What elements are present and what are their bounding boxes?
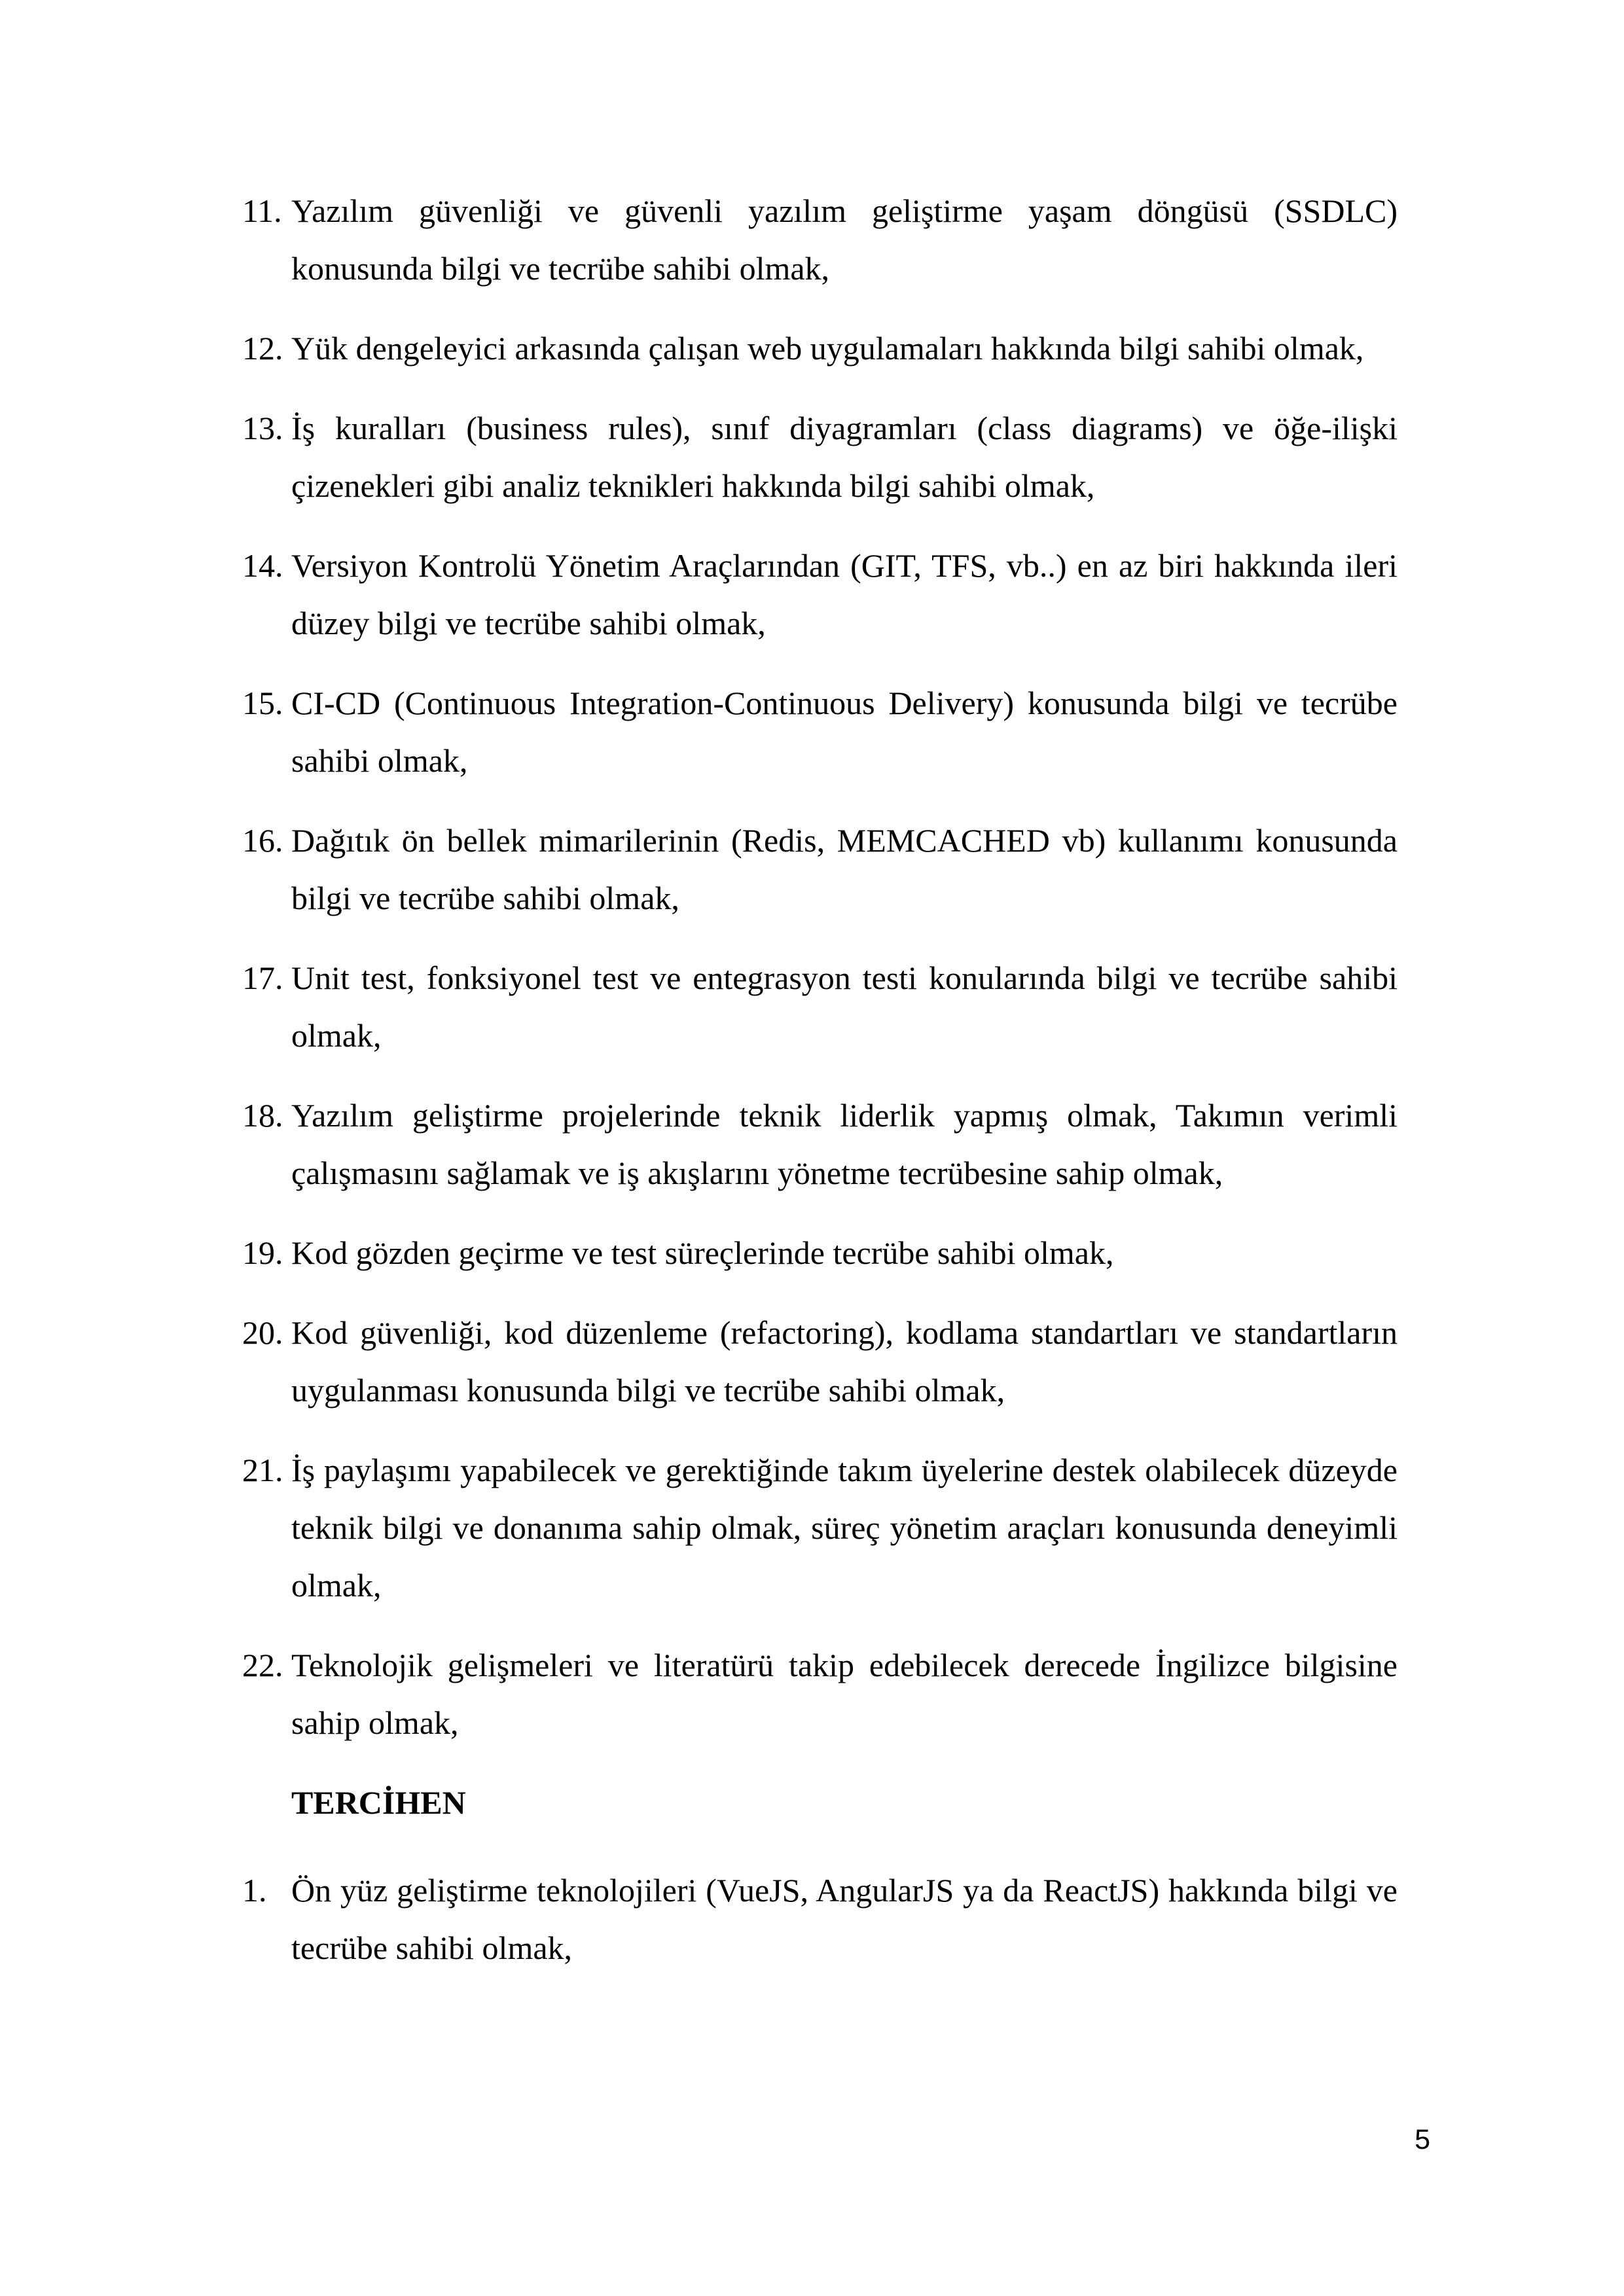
list-item [242,537,1398,652]
page-number: 5 [1415,2124,1430,2155]
list-item-number: 12. [242,330,283,367]
list-item-number: 11. [242,192,282,229]
list-item-text: Yük dengeleyici arkasında çalışan web uygulamaları hakkında bilgi sahibi olmak, [291,330,1364,367]
list-item [242,949,1398,1064]
list-item-text: İş paylaşımı yapabilecek ve gerektiğinde takım üyelerine destek olabilecek düzeyde teknik bilgi ve donanıma sahip olmak, süreç yönetim araçları konusunda deneyimli olmak, [291,1452,1398,1604]
list-item [242,1304,1398,1419]
list-item-text: Kod gözden geçirme ve test süreçlerinde tecrübe sahibi olmak, [291,1234,1114,1271]
list-item-text: Ön yüz geliştirme teknolojileri (VueJS, AngularJS ya da ReactJS) hakkında bilgi ve tecrübe sahibi olmak, [291,1872,1398,1966]
list-item-number: 14. [242,547,283,584]
list-item [242,1224,1398,1282]
list-item [242,674,1398,789]
document-body [242,182,1398,1999]
section-heading-tercihen: TERCİHEN [291,1784,466,1821]
list-item [242,1441,1398,1614]
list-item-text: Kod güvenliği, kod düzenleme (refactoring), kodlama standartları ve standartların uygulanması konusunda bilgi ve tecrübe sahibi olmak, [291,1314,1398,1408]
list-item-text: Yazılım güvenliği ve güvenli yazılım geliştirme yaşam döngüsü (SSDLC) konusunda bilgi ve tecrübe sahibi olmak, [291,192,1398,287]
list-item [242,182,1398,297]
list-item-number: 16. [242,822,283,859]
list-item-number: 20. [242,1314,283,1351]
list-item-number: 18. [242,1097,283,1134]
list-item-number: 1. [242,1872,267,1909]
list-item-text: Dağıtık ön bellek mimarilerinin (Redis, MEMCACHED vb) kullanımı konusunda bilgi ve tecrübe sahibi olmak, [291,822,1398,916]
list-item [242,1861,1398,1977]
list-item-text: Versiyon Kontrolü Yönetim Araçlarından (GIT, TFS, vb..) en az biri hakkında ileri düzey bilgi ve tecrübe sahibi olmak, [291,547,1398,641]
list-item-number: 21. [242,1452,283,1488]
list-item [242,1636,1398,1751]
list-item [242,1086,1398,1202]
list-item-text: Unit test, fonksiyonel test ve entegrasyon testi konularında bilgi ve tecrübe sahibi olmak, [291,960,1398,1054]
list-item [242,399,1398,514]
list-item-text: Yazılım geliştirme projelerinde teknik liderlik yapmış olmak, Takımın verimli çalışmasını sağlamak ve iş akışlarını yönetme tecrübesine sahip olmak, [291,1097,1398,1191]
list-item-number: 13. [242,410,283,446]
list-item-number: 22. [242,1647,283,1683]
list-item-number: 15. [242,685,283,721]
list-item [242,319,1398,377]
list-item-text: İş kuralları (business rules), sınıf diyagramları (class diagrams) ve öğe-ilişki çizenekleri gibi analiz teknikleri hakkında bilgi sahibi olmak, [291,410,1398,504]
list-item-number: 19. [242,1234,283,1271]
list-item-text: Teknolojik gelişmeleri ve literatürü takip edebilecek derecede İngilizce bilgisine sahip olmak, [291,1647,1398,1741]
list-item-text: CI-CD (Continuous Integration-Continuous Delivery) konusunda bilgi ve tecrübe sahibi olmak, [291,685,1398,779]
list-item [242,812,1398,927]
list-item-number: 17. [242,960,283,996]
